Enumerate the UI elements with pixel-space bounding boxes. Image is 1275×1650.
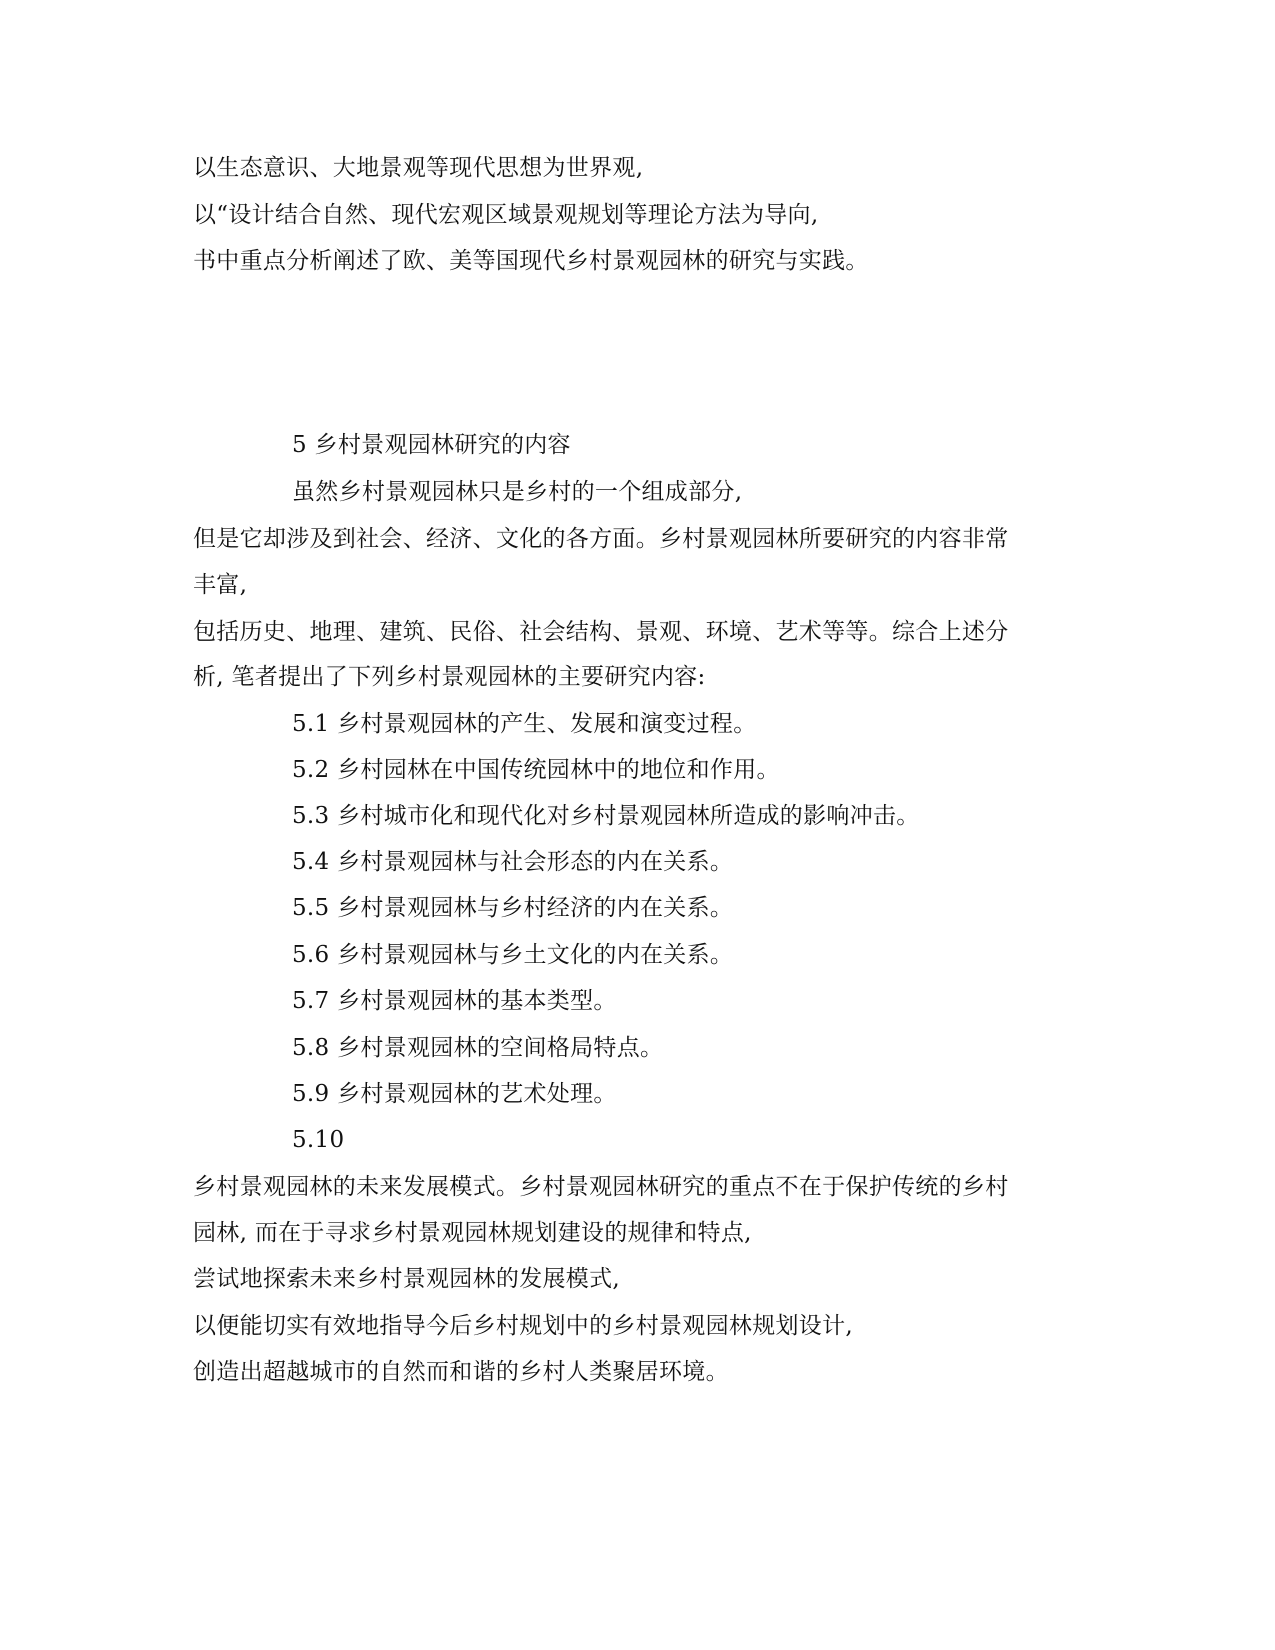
list-item-5-6: 5.6 乡村景观园林与乡土文化的内在关系。 (292, 942, 734, 968)
body-line-4: 包括历史、地理、建筑、民俗、社会结构、景观、环境、艺术等等。综合上述分 (193, 619, 1009, 645)
list-item-5-10: 5.10 (292, 1127, 345, 1153)
closing-line-1: 乡村景观园林的未来发展模式。乡村景观园林研究的重点不在于保护传统的乡村 (193, 1174, 1009, 1200)
list-item-5-1: 5.1 乡村景观园林的产生、发展和演变过程。 (292, 711, 757, 737)
closing-line-4: 以便能切实有效地指导今后乡村规划中的乡村景观园林规划设计, (193, 1313, 854, 1339)
list-item-5-9: 5.9 乡村景观园林的艺术处理。 (292, 1081, 617, 1107)
intro-line-3: 书中重点分析阐述了欧、美等国现代乡村景观园林的研究与实践。 (193, 248, 869, 274)
list-item-5-3: 5.3 乡村城市化和现代化对乡村景观园林所造成的影响冲击。 (292, 803, 920, 829)
body-line-1: 虽然乡村景观园林只是乡村的一个组成部分, (292, 479, 743, 505)
closing-line-3: 尝试地探索未来乡村景观园林的发展模式, (193, 1266, 621, 1292)
list-item-5-4: 5.4 乡村景观园林与社会形态的内在关系。 (292, 849, 734, 875)
body-line-5: 析, 笔者提出了下列乡村景观园林的主要研究内容: (193, 664, 706, 690)
list-item-5-2: 5.2 乡村园林在中国传统园林中的地位和作用。 (292, 757, 780, 783)
closing-line-2: 园林, 而在于寻求乡村景观园林规划建设的规律和特点, (193, 1220, 752, 1246)
body-line-2: 但是它却涉及到社会、经济、文化的各方面。乡村景观园林所要研究的内容非常 (193, 526, 1009, 552)
list-item-5-5: 5.5 乡村景观园林与乡村经济的内在关系。 (292, 895, 734, 921)
body-line-3: 丰富, (193, 572, 248, 598)
section-heading: 5 乡村景观园林研究的内容 (292, 432, 571, 458)
closing-line-5: 创造出超越城市的自然而和谐的乡村人类聚居环境。 (193, 1359, 729, 1385)
intro-line-1: 以生态意识、大地景观等现代思想为世界观, (193, 155, 644, 181)
list-item-5-8: 5.8 乡村景观园林的空间格局特点。 (292, 1035, 664, 1061)
intro-line-2: 以“设计结合自然、现代宏观区域景观规划等理论方法为导向, (193, 202, 819, 228)
list-item-5-7: 5.7 乡村景观园林的基本类型。 (292, 988, 617, 1014)
